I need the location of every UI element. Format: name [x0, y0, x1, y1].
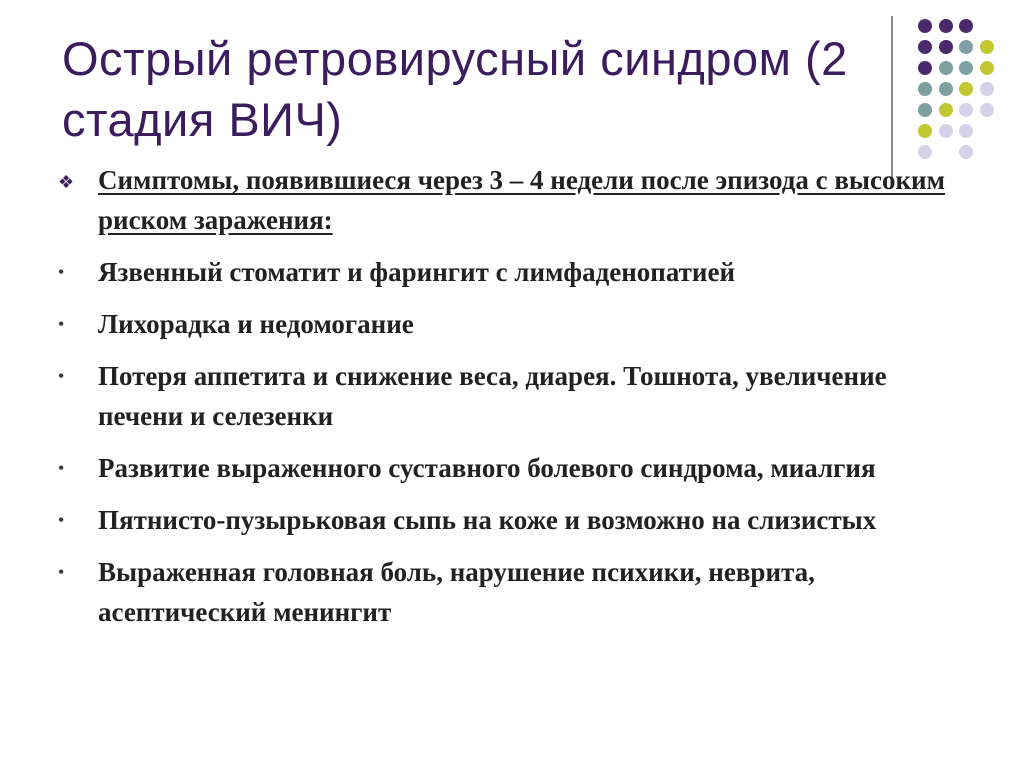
- decorative-dot: [980, 40, 994, 54]
- decorative-dot-grid: [0, 0, 1024, 170]
- decorative-dot: [980, 82, 994, 96]
- list-item-text: Пятнисто-пузырьковая сыпь на коже и возможно на слизистых: [98, 505, 877, 535]
- list-item: [58, 500, 958, 540]
- list-item: [58, 252, 958, 292]
- decorative-dot: [959, 61, 973, 75]
- bullet-icon: •: [58, 314, 65, 334]
- decorative-dot: [939, 82, 953, 96]
- list-item-text: Развитие выраженного суставного болевого синдрома, миалгия: [98, 453, 876, 483]
- decorative-dot: [959, 145, 973, 159]
- decorative-dot: [939, 61, 953, 75]
- slide-title: Острый ретровирусный синдром (2 стадия ВИЧ): [62, 32, 848, 146]
- bullet-icon: •: [58, 366, 65, 386]
- decorative-dot: [918, 82, 932, 96]
- content-list: [58, 160, 958, 632]
- decorative-dot: [980, 103, 994, 117]
- decorative-dot: [939, 19, 953, 33]
- list-item-text: Лихорадка и недомогание: [98, 309, 414, 339]
- decorative-dot: [918, 19, 932, 33]
- bullet-icon: •: [58, 458, 65, 478]
- decorative-dot: [939, 124, 953, 138]
- bullet-icon: •: [58, 262, 65, 282]
- lead-item: [58, 160, 958, 240]
- bullet-icon: •: [58, 510, 65, 530]
- decorative-dot: [918, 103, 932, 117]
- decorative-dot: [918, 145, 932, 159]
- bullet-icon: •: [58, 562, 65, 582]
- lead-text: Симптомы, появившиеся через 3 – 4 недели после эпизода с высоким риском заражения:: [98, 165, 945, 235]
- decorative-dot: [939, 40, 953, 54]
- list-item: [58, 448, 958, 488]
- decorative-dot: [980, 61, 994, 75]
- decorative-dot: [939, 103, 953, 117]
- list-item-text: Потеря аппетита и снижение веса, диарея. Тошнота, увеличение печени и селезенки: [98, 361, 887, 431]
- list-item: [58, 552, 958, 632]
- decorative-dot: [959, 19, 973, 33]
- decorative-dot: [959, 40, 973, 54]
- decorative-dot: [959, 103, 973, 117]
- list-item: [58, 304, 958, 344]
- list-item-text: Выраженная головная боль, нарушение психики, неврита, асептический менингит: [98, 557, 815, 627]
- list-item-text: Язвенный стоматит и фарингит с лимфаденопатией: [98, 257, 736, 287]
- decorative-dot: [959, 124, 973, 138]
- decorative-dot: [918, 124, 932, 138]
- decorative-dot: [918, 40, 932, 54]
- diamond-bullet-icon: ❖: [58, 172, 75, 192]
- decorative-dot: [959, 82, 973, 96]
- decorative-dot: [918, 61, 932, 75]
- list-item: [58, 356, 958, 436]
